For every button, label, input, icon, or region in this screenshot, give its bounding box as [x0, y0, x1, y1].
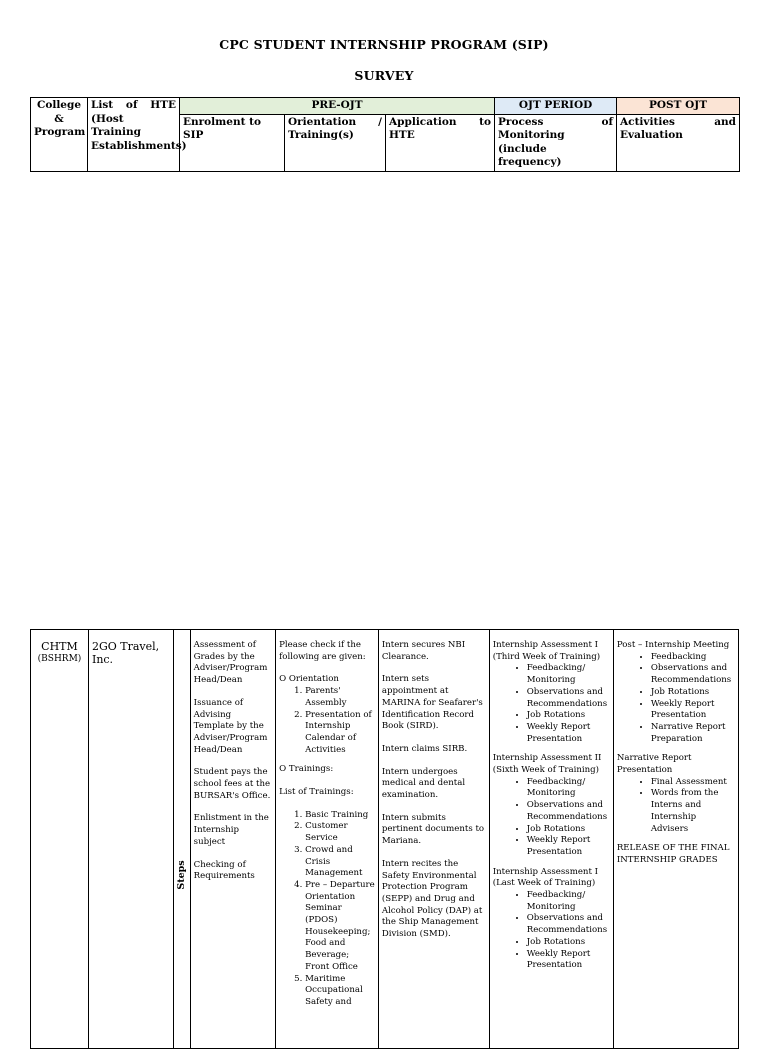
monitoring-cell — [489, 630, 613, 1049]
header-table — [30, 97, 740, 172]
list-item: • Final Assessment — [651, 777, 735, 789]
list-item: • Job Rotations — [527, 824, 610, 836]
trainings-list-label: List of Trainings: — [279, 787, 354, 798]
list-item: • Feedbacking/ Monitoring — [527, 890, 610, 913]
enrolment-step: Issuance of Advising Template by the Adviser/Program Head/Dean — [193, 697, 268, 755]
list-item: • Feedbacking/ Monitoring — [527, 663, 610, 686]
list-item: • Words from the Interns and Internship Advisers — [651, 788, 735, 835]
narrative-list — [617, 777, 735, 836]
steps-label: Steps — [176, 860, 188, 890]
program-name: (BSHRM) — [37, 654, 82, 664]
assessment-title: Internship Assessment I (Last Week of Training) — [492, 866, 599, 889]
orientation-checkbox-label: O Orientation — [279, 674, 339, 685]
application-step: Intern submits pertinent documents to Mariana. — [381, 812, 485, 847]
orientation-intro: Please check if the following are given: — [279, 640, 366, 662]
college-cell — [31, 630, 89, 1049]
enrolment-step: Student pays the school fees at the BURSAR's Office. — [193, 767, 271, 801]
application-step: Intern claims SIRB. — [381, 743, 468, 754]
application-step: Intern recites the Safety Environmental Protection Program (SEPP) and Drug and Alcohol Policy (DAP) at the Ship Management Division (SMD). — [381, 858, 483, 940]
application-cell — [378, 630, 489, 1049]
application-step: Intern secures NBI Clearance. — [381, 640, 466, 662]
post-ojt-header: POST OJT — [617, 98, 740, 115]
ojt-period-header: OJT PERIOD — [495, 98, 617, 115]
list-item: • Job Rotations — [527, 710, 610, 722]
list-item: • Weekly Report Presentation — [651, 699, 735, 722]
enrolment-cell — [190, 630, 275, 1049]
list-item: • Job Rotations — [651, 687, 735, 699]
enrolment-step: Enlistment in the Internship subject — [193, 813, 269, 847]
release-grades-text: RELEASE OF THE FINAL INTERNSHIP GRADES — [616, 843, 730, 865]
list-item: 2. Presentation of Internship Calendar of Activities — [305, 710, 375, 757]
enrolment-step: Assessment of Grades by the Adviser/Program Head/Dean — [193, 640, 268, 686]
list-item: • Observations and Recommendations — [527, 913, 610, 936]
table-row — [31, 630, 739, 1049]
activities-header: Activities and Evaluation — [617, 114, 740, 171]
pre-ojt-header: PRE-OJT — [180, 98, 495, 115]
list-item: • Feedbacking/ Monitoring — [527, 777, 610, 800]
assessment-list — [493, 777, 610, 859]
assessment-list — [493, 663, 610, 745]
assessment-list — [493, 890, 610, 972]
list-item: 1. Basic Training — [305, 810, 375, 822]
narrative-title: Narrative Report Presentation — [616, 753, 692, 776]
list-item: 2. Customer Service — [305, 821, 375, 844]
document-subtitle: SURVEY — [354, 68, 414, 83]
activities-cell — [613, 630, 738, 1049]
orientation-list — [279, 686, 375, 756]
list-item: • Feedbacking — [651, 652, 735, 664]
meeting-title: Post – Internship Meeting — [616, 640, 730, 650]
list-item: • Observations and Recommendations — [527, 687, 610, 710]
list-item: • Narrative Report Preparation — [651, 722, 735, 745]
monitoring-header: Process of Monitoring (include frequency) — [495, 114, 617, 171]
steps-cell — [174, 630, 190, 1049]
list-item: 4. Pre – Departure Orientation Seminar (PDOS) Housekeeping; Food and Beverage; Front Office — [305, 880, 375, 974]
survey-table — [30, 629, 739, 1049]
hte-cell — [88, 630, 173, 1049]
orientation-cell — [276, 630, 379, 1049]
enrolment-header: Enrolment to SIP — [180, 114, 285, 171]
list-item: 3. Crowd and Crisis Management — [305, 845, 375, 880]
meeting-list — [617, 652, 735, 746]
assessment-title: Internship Assessment II (Sixth Week of Training) — [492, 753, 602, 776]
document-title: CPC STUDENT INTERNSHIP PROGRAM (SIP) — [219, 37, 549, 52]
application-step: Intern undergoes medical and dental examination. — [381, 766, 466, 801]
list-item: 1. Parents' Assembly — [305, 686, 375, 709]
enrolment-step: Checking of Requirements — [193, 859, 255, 882]
training-list — [279, 810, 375, 1009]
list-item: • Observations and Recommendations — [651, 663, 735, 686]
college-name: CHTM — [41, 640, 78, 653]
hte-name: 2GO Travel, Inc. — [91, 640, 160, 666]
trainings-checkbox-label: O Trainings: — [279, 764, 334, 775]
list-item: • Weekly Report Presentation — [527, 835, 610, 858]
list-item: • Weekly Report Presentation — [527, 949, 610, 972]
list-item: 5. Maritime Occupational Safety and — [305, 974, 375, 1009]
list-item: • Weekly Report Presentation — [527, 722, 610, 745]
orientation-header: Orientation / Training(s) — [285, 114, 386, 171]
college-program-header: College & Program — [31, 98, 88, 172]
application-header: Application to HTE — [386, 114, 495, 171]
assessment-title: Internship Assessment I (Third Week of Training) — [492, 640, 601, 662]
list-item: • Job Rotations — [527, 937, 610, 949]
application-step: Intern sets appointment at MARINA for Seafarer's Identification Record Book (SIRD). — [381, 674, 483, 732]
hte-header: List of HTE (Host Training Establishments) — [88, 98, 180, 172]
list-item: • Observations and Recommendations — [527, 800, 610, 823]
